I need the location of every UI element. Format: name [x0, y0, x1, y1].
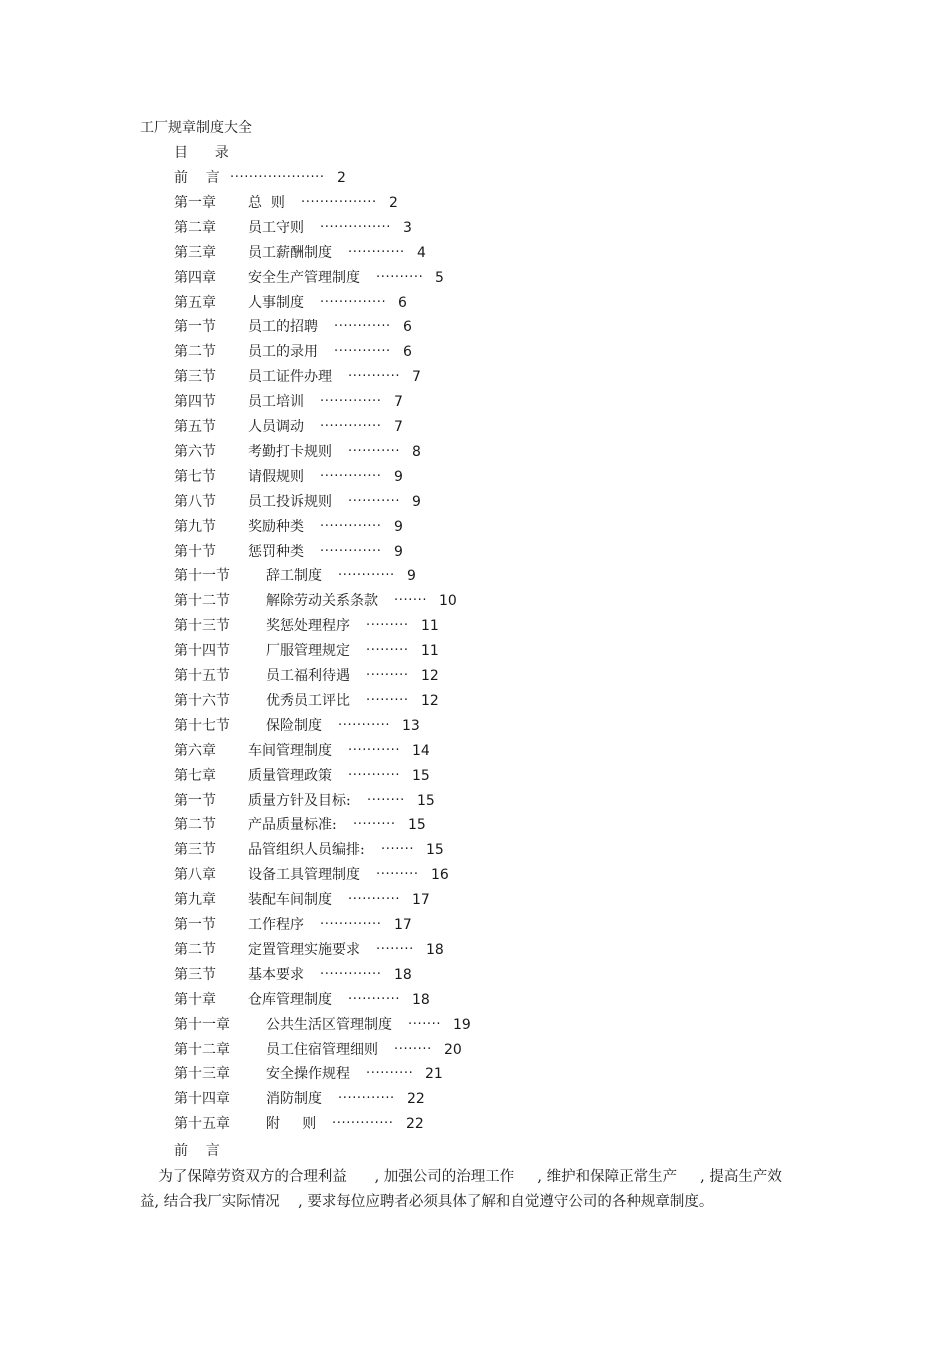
toc-page-number: 3: [403, 219, 412, 236]
toc-leader-dots: ···········: [348, 369, 401, 385]
toc-title: 员工投诉规则: [248, 493, 332, 510]
toc-title: 员工的招聘: [248, 319, 318, 336]
toc-number: 第一节: [174, 792, 216, 809]
toc-page-number: 15: [408, 817, 426, 834]
toc-page-number: 9: [407, 568, 416, 585]
toc-page-number: 11: [421, 643, 439, 660]
toc-page-number: 13: [402, 717, 420, 734]
toc-leader-dots: ············: [334, 319, 391, 335]
toc-leader-dots: ········: [367, 792, 405, 808]
preface-line: 为了保障劳资双方的合理利益 , 加强公司的治理工作 , 维护和保障正常生产 , 提高生产效: [140, 1169, 782, 1185]
toc-leader-dots: ·········: [366, 692, 409, 708]
toc-leader-dots: ·············: [320, 468, 382, 484]
toc-leader-dots: ··········: [376, 269, 424, 285]
toc-title: 质量管理政策: [248, 767, 332, 784]
toc-leader-dots: ·············: [320, 518, 382, 534]
toc-title: 惩罚种类: [248, 543, 304, 560]
toc-number: 第九节: [174, 518, 216, 535]
toc-title: 员工守则: [248, 219, 304, 236]
toc-number: 第七章: [174, 767, 216, 784]
toc-page-number: 5: [435, 269, 444, 286]
toc-leader-dots: ············: [334, 344, 391, 360]
toc-page-number: 7: [394, 394, 403, 411]
toc-number: 第十二节: [174, 593, 230, 610]
toc-leader-dots: ···········: [348, 767, 401, 783]
toc-page-number: 2: [389, 194, 398, 211]
toc-page-number: 9: [394, 468, 403, 485]
toc-title: 员工证件办理: [248, 369, 332, 386]
toc-number: 第八章: [174, 867, 216, 884]
toc-title: 人员调动: [248, 419, 304, 435]
toc-title: 优秀员工评比: [266, 692, 350, 709]
toc-number: 第一章: [174, 194, 216, 211]
toc-number: 第二节: [174, 344, 216, 361]
toc-number: 第十五章: [174, 1116, 230, 1133]
toc-leader-dots: ···········: [348, 742, 401, 758]
toc-number: 第十四章: [174, 1091, 230, 1108]
toc-title: 车间管理制度: [248, 742, 332, 759]
toc-title: 考勤打卡规则: [248, 443, 332, 460]
toc-leader-dots: ········: [394, 1041, 432, 1057]
toc-number: 第五章: [174, 294, 216, 311]
toc-page-number: 20: [444, 1041, 462, 1058]
toc-title: 请假规则: [248, 468, 304, 485]
toc-number: 第六章: [174, 742, 216, 759]
toc-leader-dots: ················: [301, 194, 377, 210]
toc-number: 第四节: [174, 394, 216, 411]
toc-leader-dots: ·······: [394, 593, 428, 609]
toc-title: 人事制度: [248, 294, 304, 311]
toc-title: 安全生产管理制度: [248, 269, 360, 286]
toc-number: 第三节: [174, 842, 216, 859]
toc-number: 第二节: [174, 941, 216, 958]
toc-title: 工作程序: [248, 917, 304, 933]
toc-page-number: 22: [407, 1091, 425, 1108]
toc-page-number: 9: [394, 518, 403, 535]
toc-leader-dots: ·········: [366, 643, 409, 659]
toc-heading: 目 录: [174, 145, 229, 161]
toc-number: 第二节: [174, 817, 216, 834]
toc-title: 公共生活区管理制度: [266, 1016, 392, 1033]
toc-title: 奖励种类: [248, 518, 304, 535]
toc-leader-dots: ············: [338, 1091, 395, 1107]
toc-leader-dots: ···········: [338, 717, 391, 733]
toc-leader-dots: ·········: [353, 817, 396, 833]
toc-number: 第二章: [174, 219, 216, 236]
toc-title: 员工薪酬制度: [248, 244, 332, 261]
toc-page-number: 2: [337, 170, 346, 186]
toc-leader-dots: ···········: [348, 493, 401, 509]
toc-number: 第三节: [174, 966, 216, 983]
toc-page-number: 18: [426, 941, 444, 958]
toc-leader-dots: ···············: [320, 219, 391, 235]
toc-title: 消防制度: [266, 1091, 322, 1108]
toc-title: 员工住宿管理细则: [266, 1041, 378, 1058]
toc-title: 基本要求: [248, 966, 304, 983]
toc-page-number: 15: [426, 842, 444, 859]
toc-title: 解除劳动关系条款: [266, 593, 378, 610]
toc-title: 品管组织人员编排:: [248, 842, 365, 859]
toc-page-number: 22: [406, 1116, 424, 1133]
toc-title: 仓库管理制度: [248, 991, 332, 1008]
toc-leader-dots: ············: [348, 244, 405, 260]
toc-page-number: 12: [421, 668, 439, 684]
toc-title: 设备工具管理制度: [248, 867, 360, 884]
toc-leader-dots: ···········: [348, 892, 401, 908]
toc-page-number: 17: [394, 917, 412, 933]
toc-title: 奖惩处理程序: [266, 618, 350, 635]
toc-leader-dots: ·············: [320, 966, 382, 982]
toc-number: 第十五节: [174, 668, 230, 684]
toc-number: 第十三章: [174, 1066, 230, 1083]
toc-title: 质量方针及目标:: [248, 792, 351, 809]
toc-leader-dots: ·············: [320, 419, 382, 434]
toc-page-number: 15: [417, 792, 435, 809]
toc-leader-dots: ·········: [376, 867, 419, 883]
toc-number: 第十四节: [174, 643, 230, 660]
toc-number: 第三章: [174, 244, 216, 261]
toc-title: 辞工制度: [266, 568, 322, 585]
preface-heading: 前 言: [174, 1143, 220, 1159]
toc-title: 员工福利待遇: [266, 668, 350, 684]
toc-leader-dots: ·······: [381, 842, 415, 858]
toc-page-number: 19: [453, 1016, 471, 1033]
toc-leader-dots: ·············: [320, 917, 382, 932]
toc-leader-dots: ·······: [408, 1016, 442, 1032]
toc-leader-dots: ··············: [320, 294, 387, 310]
toc-leader-dots: ····················: [230, 170, 325, 185]
toc-number: 第九章: [174, 892, 216, 909]
toc-number: 第十七节: [174, 717, 230, 734]
toc-page-number: 15: [412, 767, 430, 784]
toc-title: 厂服管理规定: [266, 643, 350, 660]
toc-number: 第十六节: [174, 692, 230, 709]
toc-leader-dots: ···········: [348, 443, 401, 459]
toc-number: 第五节: [174, 419, 216, 435]
toc-leader-dots: ·············: [332, 1116, 394, 1132]
toc-number: 第六节: [174, 443, 216, 460]
toc-number: 第十章: [174, 991, 216, 1008]
toc-number: 前 言: [174, 170, 220, 186]
toc-leader-dots: ·············: [320, 543, 382, 559]
toc-page-number: 16: [431, 867, 449, 884]
toc-number: 第一节: [174, 917, 216, 933]
toc-title: 安全操作规程: [266, 1066, 350, 1083]
toc-leader-dots: ··········: [366, 1066, 414, 1082]
toc-number: 第四章: [174, 269, 216, 286]
toc-leader-dots: ············: [338, 568, 395, 584]
toc-page-number: 6: [403, 319, 412, 336]
toc-leader-dots: ···········: [348, 991, 401, 1007]
toc-page-number: 7: [394, 419, 403, 435]
toc-title: 员工培训: [248, 394, 304, 411]
preface-line: 益, 结合我厂实际情况 , 要求每位应聘者必须具体了解和自觉遵守公司的各种规章制度。: [140, 1194, 714, 1210]
toc-number: 第十一章: [174, 1016, 230, 1033]
toc-number: 第七节: [174, 468, 216, 485]
toc-page-number: 18: [394, 966, 412, 983]
toc-number: 第十一节: [174, 568, 230, 585]
toc-number: 第八节: [174, 493, 216, 510]
toc-page-number: 8: [412, 443, 421, 460]
toc-number: 第十三节: [174, 618, 230, 635]
toc-page-number: 18: [412, 991, 430, 1008]
toc-page-number: 10: [439, 593, 457, 610]
toc-page-number: 6: [403, 344, 412, 361]
toc-title: 定置管理实施要求: [248, 941, 360, 958]
toc-page-number: 4: [417, 244, 426, 261]
toc-leader-dots: ·············: [320, 394, 382, 410]
toc-leader-dots: ·········: [366, 668, 409, 683]
toc-title: 装配车间制度: [248, 892, 332, 909]
toc-page-number: 7: [412, 369, 421, 386]
toc-page-number: 17: [412, 892, 430, 909]
toc-page-number: 9: [394, 543, 403, 560]
toc-title: 总 则: [248, 194, 285, 211]
toc-page-number: 11: [421, 618, 439, 635]
toc-page-number: 14: [412, 742, 430, 759]
toc-leader-dots: ········: [376, 941, 414, 957]
toc-title: 员工的录用: [248, 344, 318, 361]
toc-number: 第十二章: [174, 1041, 230, 1058]
preface-paragraph: [140, 1165, 810, 1215]
toc-number: 第一节: [174, 319, 216, 336]
toc-page-number: 12: [421, 692, 439, 709]
toc-title: 产品质量标准:: [248, 817, 337, 834]
toc-page-number: 6: [398, 294, 407, 311]
toc-page-number: 9: [412, 493, 421, 510]
toc-title: 附 则: [266, 1116, 317, 1133]
document-title: 工厂规章制度大全: [140, 120, 252, 136]
toc-leader-dots: ·········: [366, 618, 409, 634]
toc-page-number: 21: [425, 1066, 443, 1083]
toc-number: 第三节: [174, 369, 216, 386]
toc-number: 第十节: [174, 543, 216, 560]
toc-title: 保险制度: [266, 717, 322, 734]
